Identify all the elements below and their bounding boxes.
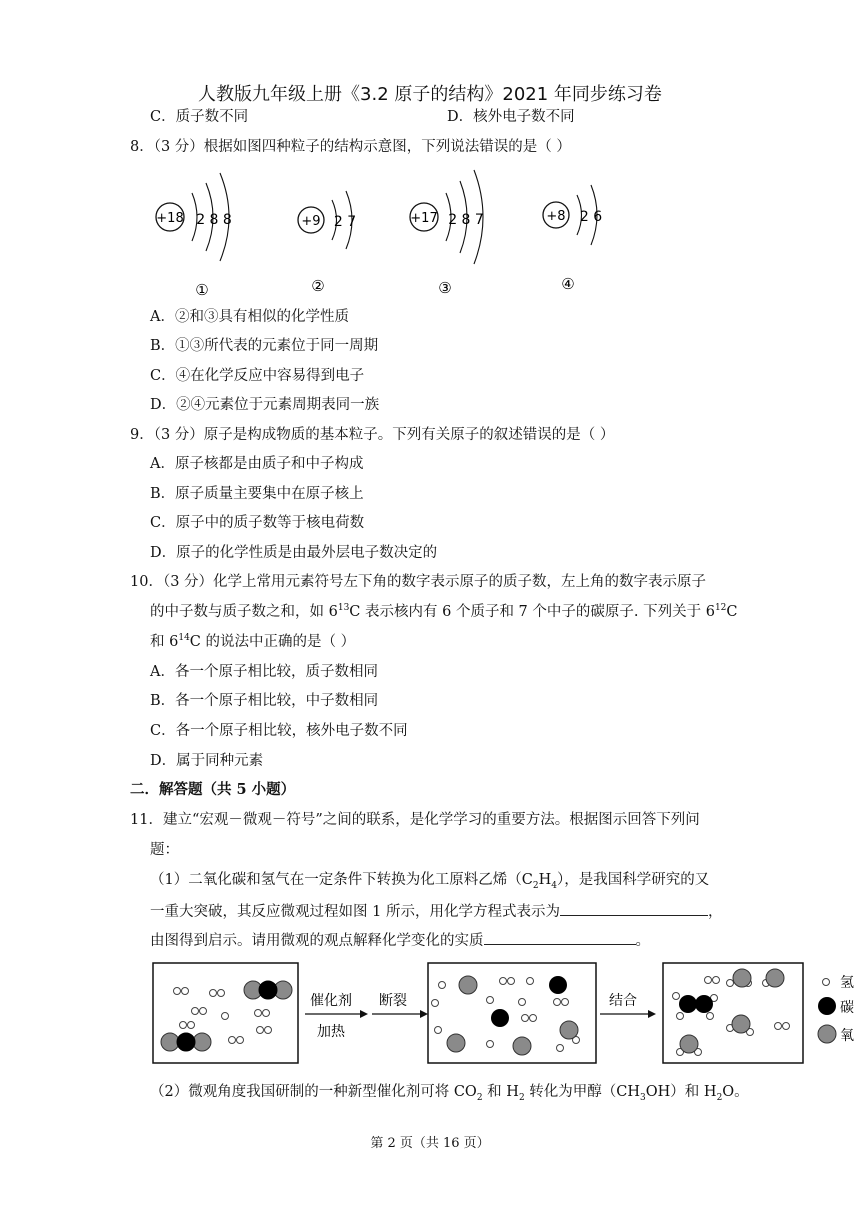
q11-stem-line2: 题： (150, 842, 179, 858)
q9-option-b: B．原子质量主要集中在原子核上 (150, 486, 364, 502)
q9-option-a: A．原子核都是由质子和中子构成 (150, 456, 364, 472)
q10-option-b: B．各一个原子相比较，中子数相同 (150, 693, 379, 709)
oxygen-legend-icon (818, 1025, 836, 1043)
svg-text:氢: 氢 (840, 975, 854, 991)
reaction-micro-diagram (150, 958, 860, 1068)
page-footer: 第 2 页（共 16 页） (370, 1136, 490, 1151)
q11-part1-line1: （1）二氧化碳和氢气在一定条件下转换为化工原料乙烯$(C_2H_4)$，是我国科学研究的又 (150, 872, 710, 891)
q11-stem-line1: 11．建立“宏观－微观－符号”之间的联系，是化学学习的重要方法。根据图示回答下列问 (130, 812, 700, 828)
svg-text:+8: +8 (546, 209, 566, 224)
q8-stem: 8．（3 分）根据如图四种粒子的结构示意图，下列说法错误的是（ ） (130, 139, 571, 155)
q7-option-c: C．质子数不同 (150, 109, 249, 125)
svg-text:氧: 氧 (840, 1028, 854, 1044)
explanation-answer-blank[interactable] (484, 929, 636, 945)
q9-stem: 9．（3 分）原子是构成物质的基本粒子。下列有关原子的叙述错误的是（ ） (130, 427, 615, 443)
svg-text:①: ① (195, 281, 209, 299)
q8-atom-structure-diagram (140, 165, 620, 300)
page-header-title: 人教版九年级上册《3.2 原子的结构》2021 年同步练习卷 (198, 84, 662, 105)
q10-stem-line3: 和 $6^{14}C$ 的说法中正确的是（ ） (150, 633, 356, 650)
heating-label: 加热 (317, 1024, 345, 1040)
svg-text:②: ② (311, 277, 325, 295)
svg-text:+17: +17 (410, 211, 438, 226)
section-title: 二．解答题（共 5 小题） (130, 781, 296, 798)
q9-option-c: C．原子中的质子数等于核电荷数 (150, 515, 365, 531)
particle-4-diagram (543, 185, 602, 293)
atom-legend (818, 975, 854, 1044)
svg-text:2 8 7: 2 8 7 (448, 212, 484, 228)
particle-1-diagram (156, 173, 232, 299)
particle-2-diagram (298, 191, 356, 295)
q7-option-d: D．核外电子数不同 (447, 109, 575, 125)
break-label: 断裂 (379, 993, 407, 1009)
q10-stem-line1: 10．（3 分）化学上常用元素符号左下角的数字表示原子的质子数，左上角的数字表示原子 (130, 574, 707, 590)
q8-option-c: C．④在化学反应中容易得到电子 (150, 368, 365, 384)
co2-molecule-bottom (161, 1033, 211, 1051)
q11-part2-line1: （2）微观角度我国研制的一种新型催化剂可将 $CO_2$ 和 $H_2$ 转化为甲醇$(CH_3OH)$和 $H_2O$。 (150, 1084, 749, 1103)
q9-option-d: D．原子的化学性质是由最外层电子数决定的 (150, 545, 438, 561)
q10-stem-line2: 的中子数与质子数之和，如 $6^{13}C$ 表示核内有 6 个质子和 7 个中子的碳原子. 下列关于 $6^{12}C$ (150, 603, 738, 620)
svg-text:2 8 8: 2 8 8 (196, 212, 232, 228)
svg-text:2 6: 2 6 (579, 209, 603, 225)
catalyst-label: 催化剂 (310, 993, 352, 1009)
q8-option-a: A．②和③具有相似的化学性质 (150, 309, 349, 325)
q10-option-d: D．属于同种元素 (150, 753, 264, 769)
svg-text:③: ③ (438, 279, 452, 297)
carbon-legend-icon (818, 997, 836, 1015)
hydrogen-legend-icon (823, 979, 830, 986)
q11-part1-line2: 一重大突破，其反应微观过程如图 1 所示，用化学方程式表示为 ， (150, 900, 722, 922)
q10-option-a: A．各一个原子相比较，质子数相同 (150, 664, 378, 680)
svg-text:碳: 碳 (840, 1000, 854, 1016)
q8-option-d: D．②④元素位于元素周期表同一族 (150, 397, 380, 413)
svg-text:+9: +9 (301, 214, 321, 229)
combine-label: 结合 (609, 993, 637, 1009)
q11-part1-line3: 由图得到启示。请用微观的观点解释化学变化的实质 。 (150, 929, 650, 951)
svg-text:+18: +18 (156, 211, 184, 226)
svg-text:④: ④ (561, 275, 575, 293)
q8-option-b: B．①③所代表的元素位于同一周期 (150, 338, 379, 354)
equation-answer-blank[interactable] (560, 900, 708, 916)
particle-3-diagram (410, 170, 484, 297)
co2-molecule-top (244, 981, 292, 999)
svg-text:2 7: 2 7 (333, 214, 357, 230)
q10-option-c: C．各一个原子相比较，核外电子数不同 (150, 723, 408, 739)
